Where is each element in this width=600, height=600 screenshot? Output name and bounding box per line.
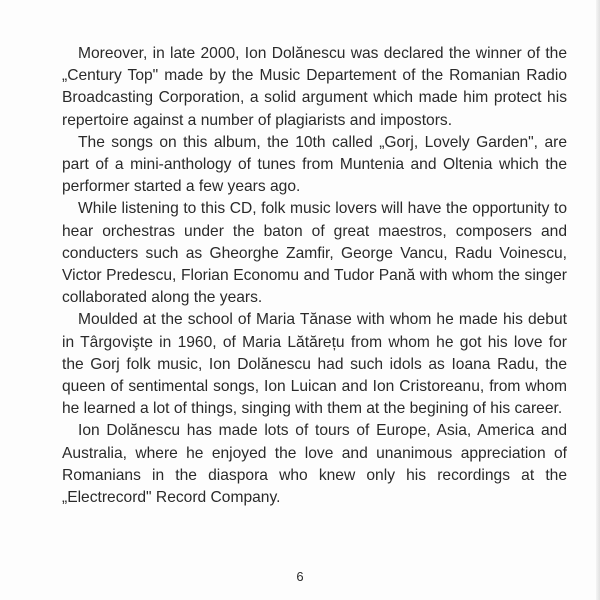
paragraph-album-description: The songs on this album, the 10th called „Gorj, Lovely Garden", are part of a mini-anthology of tunes from Muntenia and Oltenia which the performer started a few years ago. — [62, 133, 567, 196]
paragraph-century-top: Moreover, in late 2000, Ion Dolănescu was declared the winner of the „Century Top" made by the Music Departement of the Romanian Radio Broadcasting Corporation, a solid argument which made him protect his repertoire against a number of plagiarists and impostors. — [62, 45, 567, 129]
paragraph-debut-and-idols: Moulded at the school of Maria Tănase with whom he made his debut in Târgovişte in 1960, of Maria Lătărețu from whom he got his love for the Gorj folk music, Ion Dolănescu had such idols as Ioana Radu, the queen of sentimental songs, Ion Luican and Ion Cristoreanu, from whom he learned a lot of things, singing with them at the begining of his career. — [62, 311, 567, 418]
paragraph-orchestras: While listening to this CD, folk music lovers will have the opportunity to hear orchestras under the baton of great maestros, composers and conducters such as Gheorghe Zamfir, George Vancu, Radu Voinescu, Victor Predescu, Florian Economu and Tudor Pană with whom the singer collaborated along the years. — [62, 200, 567, 307]
page-number: 6 — [296, 569, 304, 584]
body-text — [62, 43, 567, 509]
paragraph-tours: Ion Dolănescu has made lots of tours of Europe, Asia, America and Australia, where he enjoyed the love and unanimous appreciation of Romanians in the diaspora who knew only his recordings at the „Electrecord" Record Company. — [62, 422, 567, 507]
page-edge-shadow — [596, 0, 600, 600]
